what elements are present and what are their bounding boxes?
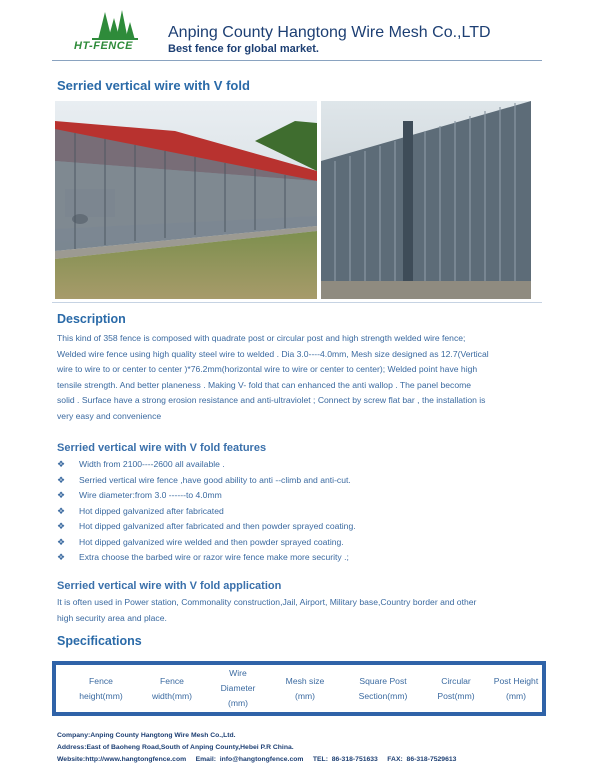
features-heading: Serried vertical wire with V fold features (57, 442, 267, 454)
list-item: ❖ Wire diameter:from 3.0 ------to 4.0mm (57, 488, 356, 504)
list-item: ❖ Width from 2100----2600 all available . (57, 457, 356, 473)
spec-column-fence-height: Fence height(mm) (79, 675, 123, 701)
footer-company: Company:Anping County Hangtong Wire Mesh Co.,Ltd. (57, 732, 236, 739)
footer-address: Address:East of Baoheng Road,South of Anping County,Hebei P.R China. (57, 744, 294, 751)
list-item: ❖ Hot dipped galvanized after fabricated (57, 504, 356, 520)
fence-photo-left (55, 101, 317, 299)
page-title: Serried vertical wire with V fold (57, 78, 250, 93)
description-text: This kind of 358 fence is composed with quadrate post or circular post and high strength welded wire fence; Welded wire fence using high quality steel wire to welded . Dia 3.0----4.0mm, Mesh size designed as 12.7(Vertical wire to wire to or center to center )*76.2mm(horizontal wire to wire or center to center); Welded point have high tensile strength. And better planeness . Making V- fold that can enhanced the anti wallop . The panel become solid . Surface have a strong erosion resistance and anti-ultraviolet ; Connect by screw flat bar , the installation is very easy and convenience (57, 333, 489, 421)
spec-column-fence-width: Fence width(mm) (151, 675, 193, 701)
specifications-table (52, 661, 546, 716)
logo-text: HT-FENCE (74, 40, 133, 52)
spec-column-wire-diameter: Wire Diameter (mm) (220, 668, 256, 708)
diamond-bullet-icon: ❖ (57, 505, 66, 516)
diamond-bullet-icon: ❖ (57, 536, 66, 547)
description-heading: Description (57, 312, 126, 326)
list-item: ❖ Hot dipped galvanized wire welded and then powder sprayed coating. (57, 535, 356, 551)
diamond-bullet-icon: ❖ (57, 521, 66, 531)
list-item: ❖ Extra choose the barbed wire or razor wire fence make more security .; (57, 550, 356, 566)
diamond-bullet-icon: ❖ (57, 552, 66, 562)
features-list (57, 457, 356, 566)
spec-column-post-height: Post Height (mm) (493, 675, 539, 701)
section-divider (52, 302, 542, 303)
spec-column-square-post: Square Post Section(mm) (358, 675, 408, 701)
tagline: Best fence for global market. (168, 43, 319, 55)
application-text: It is often used in Power station, Commonality construction,Jail, Airport, Military base,Country border and other high security area and place. (57, 597, 477, 623)
spec-column-mesh-size: Mesh size (mm) (285, 675, 325, 701)
spec-column-circular-post: Circular Post(mm) (437, 675, 475, 701)
diamond-bullet-icon: ❖ (57, 474, 66, 485)
application-heading: Serried vertical wire with V fold application (57, 580, 282, 592)
fence-photo-right (321, 101, 531, 299)
footer-contact: Website:http://www.hangtongfence.com Email: info@hangtongfence.com TEL: 86-318-751633 FAX: 86-318-7529613 (57, 756, 457, 763)
header-divider (52, 60, 542, 61)
list-item: ❖ Serried vertical wire fence ,have good ability to anti --climb and anti-cut. (57, 473, 356, 489)
specifications-heading: Specifications (57, 634, 142, 648)
list-item: ❖ Hot dipped galvanized after fabricated and then powder sprayed coating. (57, 519, 356, 535)
product-photos (55, 101, 531, 299)
diamond-bullet-icon: ❖ (57, 459, 66, 469)
company-name: Anping County Hangtong Wire Mesh Co.,LTD (168, 24, 491, 41)
diamond-bullet-icon: ❖ (57, 490, 66, 500)
